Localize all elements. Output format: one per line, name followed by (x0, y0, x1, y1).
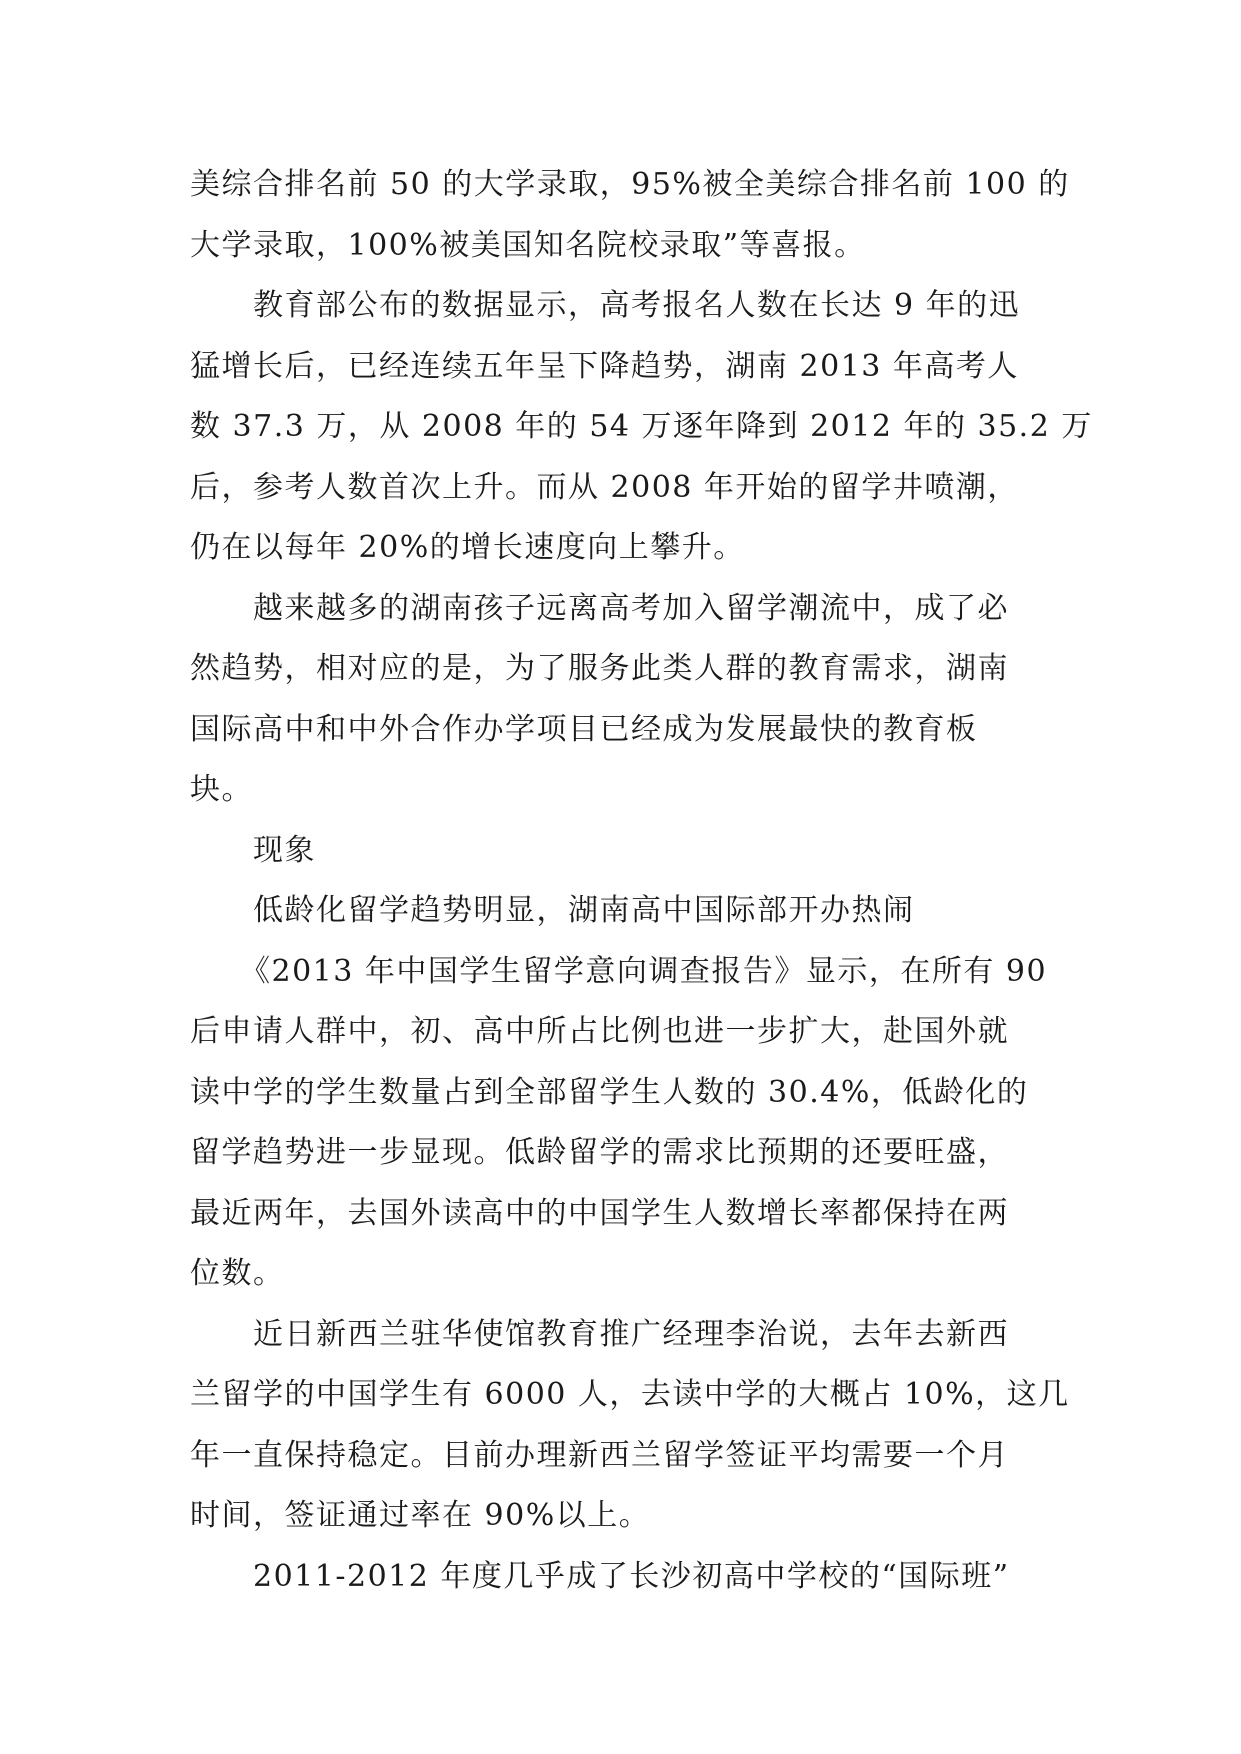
paragraph-start-line: 教育部公布的数据显示，高考报名人数在长达 9 年的迅 (253, 288, 1021, 323)
text-line: 兰留学的中国学生有 6000 人，去读中学的大概占 10%，这几 (190, 1377, 1070, 1412)
text-line: 国际高中和中外合作办学项目已经成为发展最快的教育板 (190, 711, 978, 747)
subheading: 低龄化留学趋势明显，湖南高中国际部开办热闹 (253, 893, 915, 928)
section-heading: 现象 (253, 832, 316, 868)
paragraph-start-line: 越来越多的湖南孩子远离高考加入留学潮流中，成了必 (253, 590, 1009, 626)
text-line: 位数。 (190, 1256, 285, 1291)
text-line: 后，参考人数首次上升。而从 2008 年开始的留学井喷潮， (190, 469, 1019, 505)
document-body (190, 155, 1093, 1607)
paragraph-start-line: 《2013 年中国学生留学意向调查报告》显示，在所有 90 (240, 953, 1048, 989)
text-line: 年一直保持稳定。目前办理新西兰留学签证平均需要一个月 (190, 1437, 1009, 1473)
text-line: 美综合排名前 50 的大学录取，95%被全美综合排名前 100 的 (190, 167, 1070, 202)
text-line: 仍在以每年 20%的增长速度向上攀升。 (190, 530, 745, 565)
text-line: 最近两年，去国外读高中的中国学生人数增长率都保持在两 (190, 1195, 1009, 1231)
text-line: 块。 (190, 772, 253, 807)
text-line: 时间，签证通过率在 90%以上。 (190, 1498, 651, 1533)
text-line: 然趋势，相对应的是，为了服务此类人群的教育需求，湖南 (190, 651, 1009, 686)
paragraph-start-line: 近日新西兰驻华使馆教育推广经理李治说，去年去新西 (253, 1316, 1009, 1352)
text-line: 读中学的学生数量占到全部留学生人数的 30.4%，低龄化的 (190, 1074, 1029, 1110)
text-line: 留学趋势进一步显现。低龄留学的需求比预期的还要旺盛， (190, 1135, 1009, 1170)
paragraph-start-line: 2011-2012 年度几乎成了长沙初高中学校的“国际班” (253, 1558, 1010, 1594)
text-line: 大学录取，100%被美国知名院校录取”等喜报。 (190, 227, 866, 263)
text-line: 猛增长后，已经连续五年呈下降趋势，湖南 2013 年高考人 (190, 348, 1019, 384)
text-line: 后申请人群中，初、高中所占比例也进一步扩大，赴国外就 (190, 1014, 1009, 1049)
text-line: 数 37.3 万，从 2008 年的 54 万逐年降到 2012 年的 35.2 万 (190, 409, 1093, 444)
